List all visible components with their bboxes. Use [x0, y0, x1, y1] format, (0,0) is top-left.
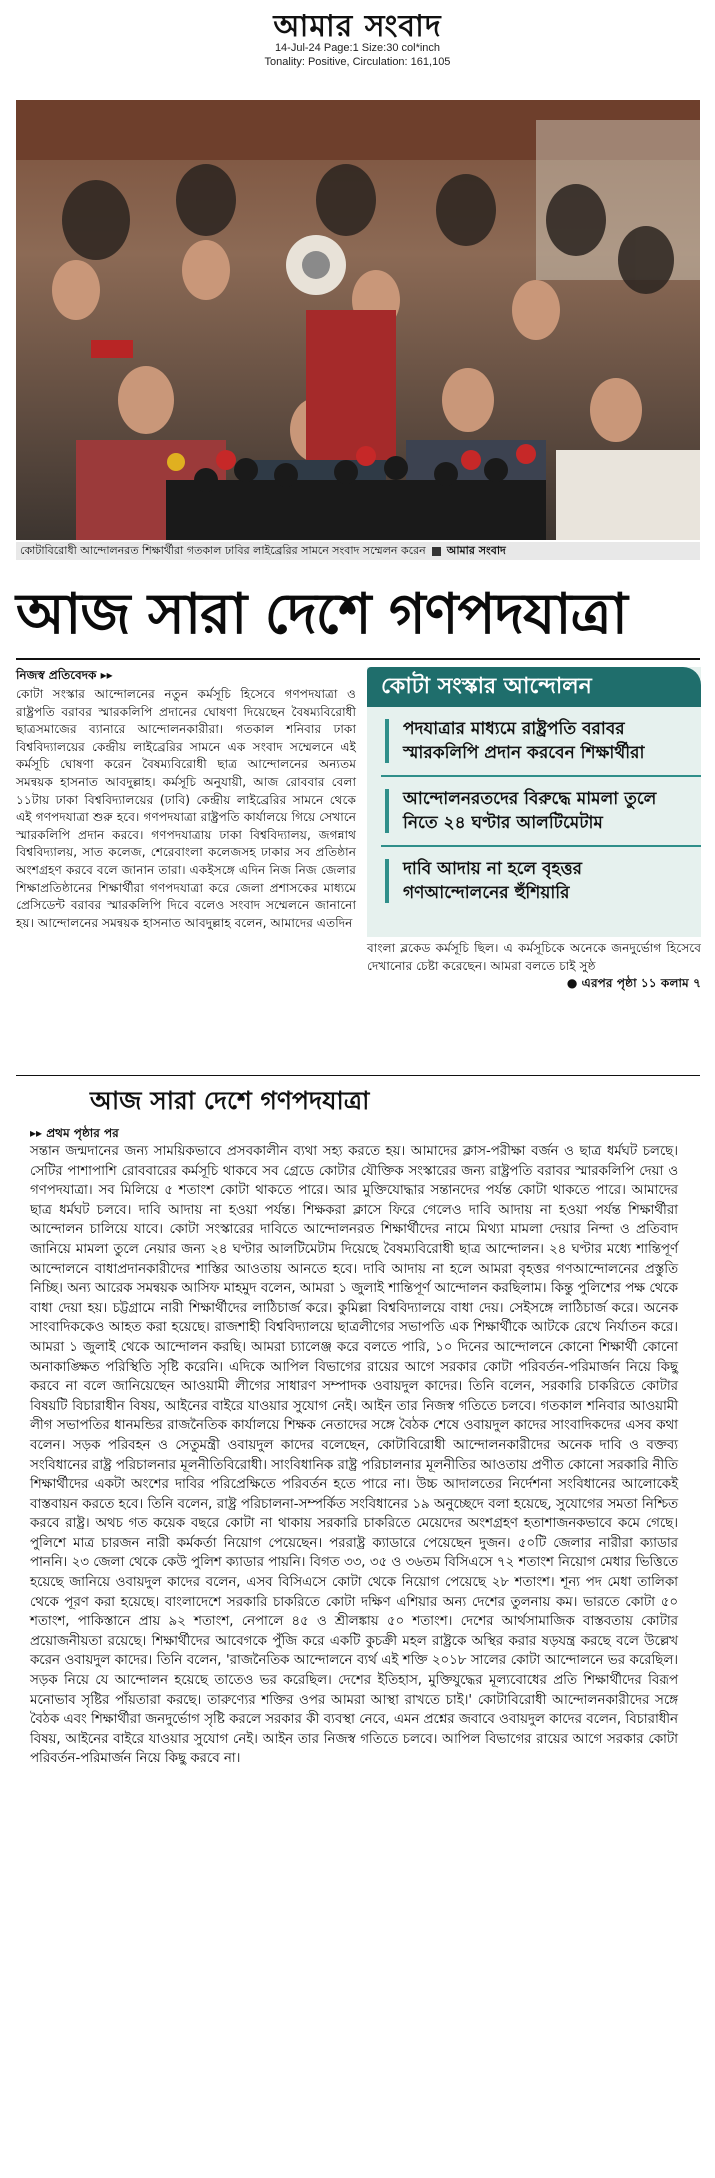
masthead — [0, 0, 715, 44]
press-conference-photo — [16, 100, 700, 540]
photo-credit: আমার সংবাদ — [446, 544, 506, 557]
lead-paragraph: কোটা সংস্কার আন্দোলনের নতুন কর্মসূচি হিসেবে গণপদযাত্রা ও রাষ্ট্রপতি বরাবর স্মারকলিপি প্রদানের ঘোষণা দিয়েছেন বৈষম্যবিরোধী ছাত্রসমাজের ব্যানারে আন্দোলনকারীরা। গতকাল শনিবার ঢাকা বিশ্ববিদ্যালয়ের কেন্দ্রীয় লাইব্রেরির সামনে এক সংবাদ সম্মেলনে এই কর্মসূচি ঘোষণা করেন বৈষম্যবিরোধী ছাত্র আন্দোলনের অন্যতম সমন্বয়ক হাসনাত আবদুল্লাহ। কর্মসূচি অনুযায়ী, আজ রোববার বেলা ১১টায় ঢাকা বিশ্ববিদ্যালয়ের (ঢাবি) কেন্দ্রীয় লাইব্রেরির সামনে থেকে এই গণপদযাত্রা শুরু হবে। গণপদযাত্রা রাষ্ট্রপতি কার্যালয়ে গিয়ে সেখানে স্মারকলিপি প্রদান করবে। গণপদযাত্রায় ঢাকা বিশ্ববিদ্যালয়, জগন্নাথ বিশ্ববিদ্যালয়, সাত কলেজ, শেরেবাংলা কলেজসহ ঢাকার সব প্রতিষ্ঠান অংশগ্রহণ করবে বলে জানান তারা। একইসঙ্গে এদিন নিজ নিজ জেলার শিক্ষাপ্রতিষ্ঠানের শিক্ষার্থীরা গণপদযাত্রা করে জেলা প্রশাসকের মাধ্যমে প্রেসিডেন্ট বরাবর স্মারকলিপি দিবে বলেও সংবাদ সম্মেলনে জানানো হয়। আন্দোলনের সমন্বয়ক হাসনাত আবদুল্লাহ বলেন, আমাদের এতদিন — [16, 687, 356, 930]
bar-marker-icon — [385, 719, 389, 763]
section-divider — [16, 1075, 700, 1076]
photo-caption — [16, 542, 700, 560]
bar-marker-icon — [385, 789, 389, 833]
jump-reference: ● এরপর পৃষ্ঠা ১১ কলাম ৭ — [566, 976, 701, 991]
continuation-title: আজ সারা দেশে গণপদযাত্রা — [90, 1086, 370, 1115]
box-continuation-text: বাংলা ব্লকেড কর্মসূচি ছিল। এ কর্মসূচিকে অনেকে জনদুর্ভোগ হিসেবে দেখানোর চেষ্টা করেছেন। আমরা বলতে চাই সুষ্ঠ — [367, 941, 701, 973]
highlight-item: দাবি আদায় না হলে বৃহত্তর গণআন্দোলনের হুঁশিয়ারি — [381, 847, 701, 915]
headline-divider — [16, 658, 700, 660]
continuation-label: ▸▸ প্রথম পৃষ্ঠার পর — [30, 1126, 119, 1140]
highlight-item: আন্দোলনরতদের বিরুদ্ধে মামলা তুলে নিতে ২৪ ঘণ্টার আলটিমেটাম — [381, 777, 701, 847]
main-headline: আজ সারা দেশে গণপদযাত্রা — [16, 582, 627, 647]
lead-column — [16, 686, 356, 932]
highlights-box-title: কোটা সংস্কার আন্দোলন — [367, 667, 701, 707]
newspaper-logo: আমার সংবাদ — [273, 9, 442, 44]
byline: নিজস্ব প্রতিবেদক ▸▸ — [16, 668, 113, 682]
caption-text: কোটাবিরোধী আন্দোলনরত শিক্ষার্থীরা গতকাল ঢাবির লাইব্রেরির সামনে সংবাদ সম্মেলন করেন — [20, 544, 426, 557]
highlights-box — [367, 667, 701, 937]
box-continuation — [367, 940, 701, 993]
bar-marker-icon — [385, 859, 389, 903]
continuation-paragraph: সন্তান জন্মদানের জন্য সাময়িকভাবে প্রসবকালীন ব্যথা সহ্য করতে হয়। আমাদের ক্লাস-পরীক্ষা বর্জন ও ছাত্র ধর্মঘট চলছে। সেটির পাশাপাশি রোববারের কর্মসূচি থাকবে সব গ্রেডে কোটার যৌক্তিক সংস্কারের জন্য রাষ্ট্রপতি বরাবর স্মারকলিপি দেয়া ও গণপদযাত্রা। সব মিলিয়ে ৫ শতাংশ কোটা থাকতে পারে। আর মুক্তিযোদ্ধার সন্তানদের পর্যন্ত কোটা থাকতে পারে। আমাদের ছাত্র ধর্মঘট চলবে। দাবি আদায় না হওয়া পর্যন্ত। শিক্ষকরা ক্লাসে ফিরে গেলেও দাবি আদায় না হওয়া পর্যন্ত শিক্ষার্থীরা আন্দোলন চালিয়ে যাবে। কোটা সংস্কারের দাবিতে আন্দোলনরত শিক্ষার্থীদের নামে মিথ্যা মামলা দেয়ার নিন্দা ও প্রতিবাদ জানিয়ে মামলা তুলে নেয়ার জন্য ২৪ ঘণ্টার আলটিমেটাম দিয়েছে বৈষম্যবিরোধী ছাত্র আন্দোলন। ২৪ ঘণ্টার মধ্যে শান্তিপূর্ণ আন্দোলনে বাধাপ্রদানকারীদের শাস্তির আওতায় আনতে হবে। দাবি আদায় না হলে আমরা বৃহত্তর গণআন্দোলনের প্রস্তুতি নিচ্ছি। অন্য আরেক সমন্বয়ক আসিফ মাহমুদ বলেন, আমরা ১ জুলাই শান্তিপূর্ণ আন্দোলন করছিলাম। কিন্তু পুলিশের পক্ষ থেকে বাধা দেয়া হয়। চট্টগ্রামে নারী শিক্ষার্থীদের লাঠিচার্জ করে। কুমিল্লা বিশ্ববিদ্যালয়ে বাধা দেয়। সেইসঙ্গে লাঠিচার্জ করে। অনেক সাংবাদিককেও আহত করা হয়েছে। রাজশাহী বিশ্ববিদ্যালয়ে ছাত্রলীগের সভাপতি এক শিক্ষার্থীকে আটকে রেখে নির্যাতন করে। আমরা ১ জুলাই থেকে আন্দোলন করছি। আমরা চ্যালেঞ্জ করে বলতে পারি, ১০ দিনের আন্দোলনে কোনো শিক্ষার্থী কোনো অনাকাঙ্ক্ষিত পরিস্থিতি সৃষ্টি করেনি। এদিকে আপিল বিভাগের রায়ের আগে সরকার কোটা পরিবর্তন-পরিমার্জন নিয়ে কিছু করবে না বলে জানিয়েছেন আওয়ামী লীগের সাধারণ সম্পাদক ওবায়দুল কাদের। তিনি বলেন, সরকারি চাকরিতে কোটার বিষয়টি বিচারাধীন বিষয়, আইনের বাইরে যাওয়ার সুযোগ নেই। আইন তার নিজস্ব গতিতে চলবে। গতকাল শনিবার আওয়ামী লীগ সভাপতির ধানমন্ডির রাজনৈতিক কার্যালয়ে শিক্ষক নেতাদের সঙ্গে বৈঠক শেষে ওবায়দুল কাদের সাংবাদিকদের এসব কথা বলেন। সড়ক পরিবহন ও সেতুমন্ত্রী ওবায়দুল কাদের বলেছেন, কোটাবিরোধী আন্দোলনকারীদের অনেক দাবি ও বক্তব্য সংবিধানের রাষ্ট্র পরিচালনার মূলনীতিবিরোধী। সাংবিধানিক রাষ্ট্র পরিচালনার মূলনীতির আওতায় প্রণীত কোনো সরকারি নীতি শিক্ষার্থীদের একটা অংশের দাবির পরিপ্রেক্ষিতে পরিবর্তন হতে পারে না। উচ্চ আদালতের নির্দেশনা সংবিধানের আলোকেই বাস্তবায়ন করতে হবে। তিনি বলেন, রাষ্ট্র পরিচালনা-সম্পর্কিত সংবিধানের ১৯ অনুচ্ছেদে বলা হয়েছে, সুযোগের সমতা নিশ্চিত করবে রাষ্ট্র। অথচ গত কয়েক বছরে কোটা না থাকায় সরকারি চাকরিতে মেয়েদের অংশগ্রহণ হতাশাজনকভাবে কমে গেছে। পুলিশে মাত্র চারজন নারী কর্মকর্তা নিয়োগ পেয়েছেন। পররাষ্ট্র ক্যাডারে পেয়েছেন দুজন। ৫০টি জেলার নারীরা ক্যাডার পাননি। ২৩ জেলা থেকে কেউ পুলিশ ক্যাডার পায়নি। বিগত ৩৩, ৩৫ ও ৩৬তম বিসিএসে ৭২ শতাংশ নিয়োগ মেধার ভিত্তিতে হয়েছে জানিয়ে ওবায়দুল কাদের বলেন, এসব বিসিএসে কোটা থেকে নিয়োগ পেয়েছে ২৮ শতাংশ। শূন্য পদ মেধা তালিকা থেকে পূরণ করা হয়েছে। বাংলাদেশে সরকারি চাকরিতে কোটা দক্ষিণ এশিয়ার অন্য দেশের তুলনায় কম। ভারতে কোটা ৫০ শতাংশ, পাকিস্তানে প্রায় ৯২ শতাংশ, নেপালে ৪৫ ও শ্রীলঙ্কায় ৫০ শতাংশ। দেশের আর্থসামাজিক বাস্তবতায় কোটার প্রয়োজনীয়তা রয়েছে। শিক্ষার্থীদের আবেগকে পুঁজি করে একটি কুচক্রী মহল রাষ্ট্রকে অস্থির করার ষড়যন্ত্র করছে বলে উল্লেখ করেন ওবায়দুল কাদের। তিনি বলেন, 'রাজনৈতিক আন্দোলনে ব্যর্থ এই শক্তি ২০১৮ সালের কোটা আন্দোলনে ভর করেছিল। সড়ক নিয়ে যে আন্দোলন হয়েছে তাতেও ভর করেছিল। দেশের ইতিহাস, মুক্তিযুদ্ধের মূল্যবোধের প্রতি শিক্ষার্থীদের বিরূপ মনোভাব সৃষ্টির পাঁয়তারা করছে। তারুণ্যের শক্তির ওপর আমরা আস্থা রাখতে চাই।' কোটাবিরোধী আন্দোলনকারীদের সঙ্গে বৈঠক এবং শিক্ষার্থীরা জনদুর্ভোগ সৃষ্টি করলে সরকার কী ব্যবস্থা নেবে, এমন প্রশ্নের জবাবে ওবায়দুল কাদের বলেন, বিচারাধীন বিষয়, আইনের বাইরে যাওয়ার সুযোগ নেই। আইন তার নিজস্ব গতিতে চলবে। আপিল বিভাগের রায়ের আগে সরকার কোটা পরিবর্তন-পরিমার্জন নিয়ে কিছু করবে না। — [30, 1144, 678, 1767]
highlight-item: পদযাত্রার মাধ্যমে রাষ্ট্রপতি বরাবর স্মারকলিপি প্রদান করবেন শিক্ষার্থীরা — [381, 707, 701, 777]
highlights-list — [367, 707, 701, 915]
square-bullet-icon — [432, 547, 441, 556]
clipping-meta-circulation: Tonality: Positive, Circulation: 161,105 — [264, 56, 451, 68]
continuation-body — [30, 1142, 678, 1769]
clipping-meta-size: 14-Jul-24 Page:1 Size:30 col*inch — [274, 42, 441, 54]
